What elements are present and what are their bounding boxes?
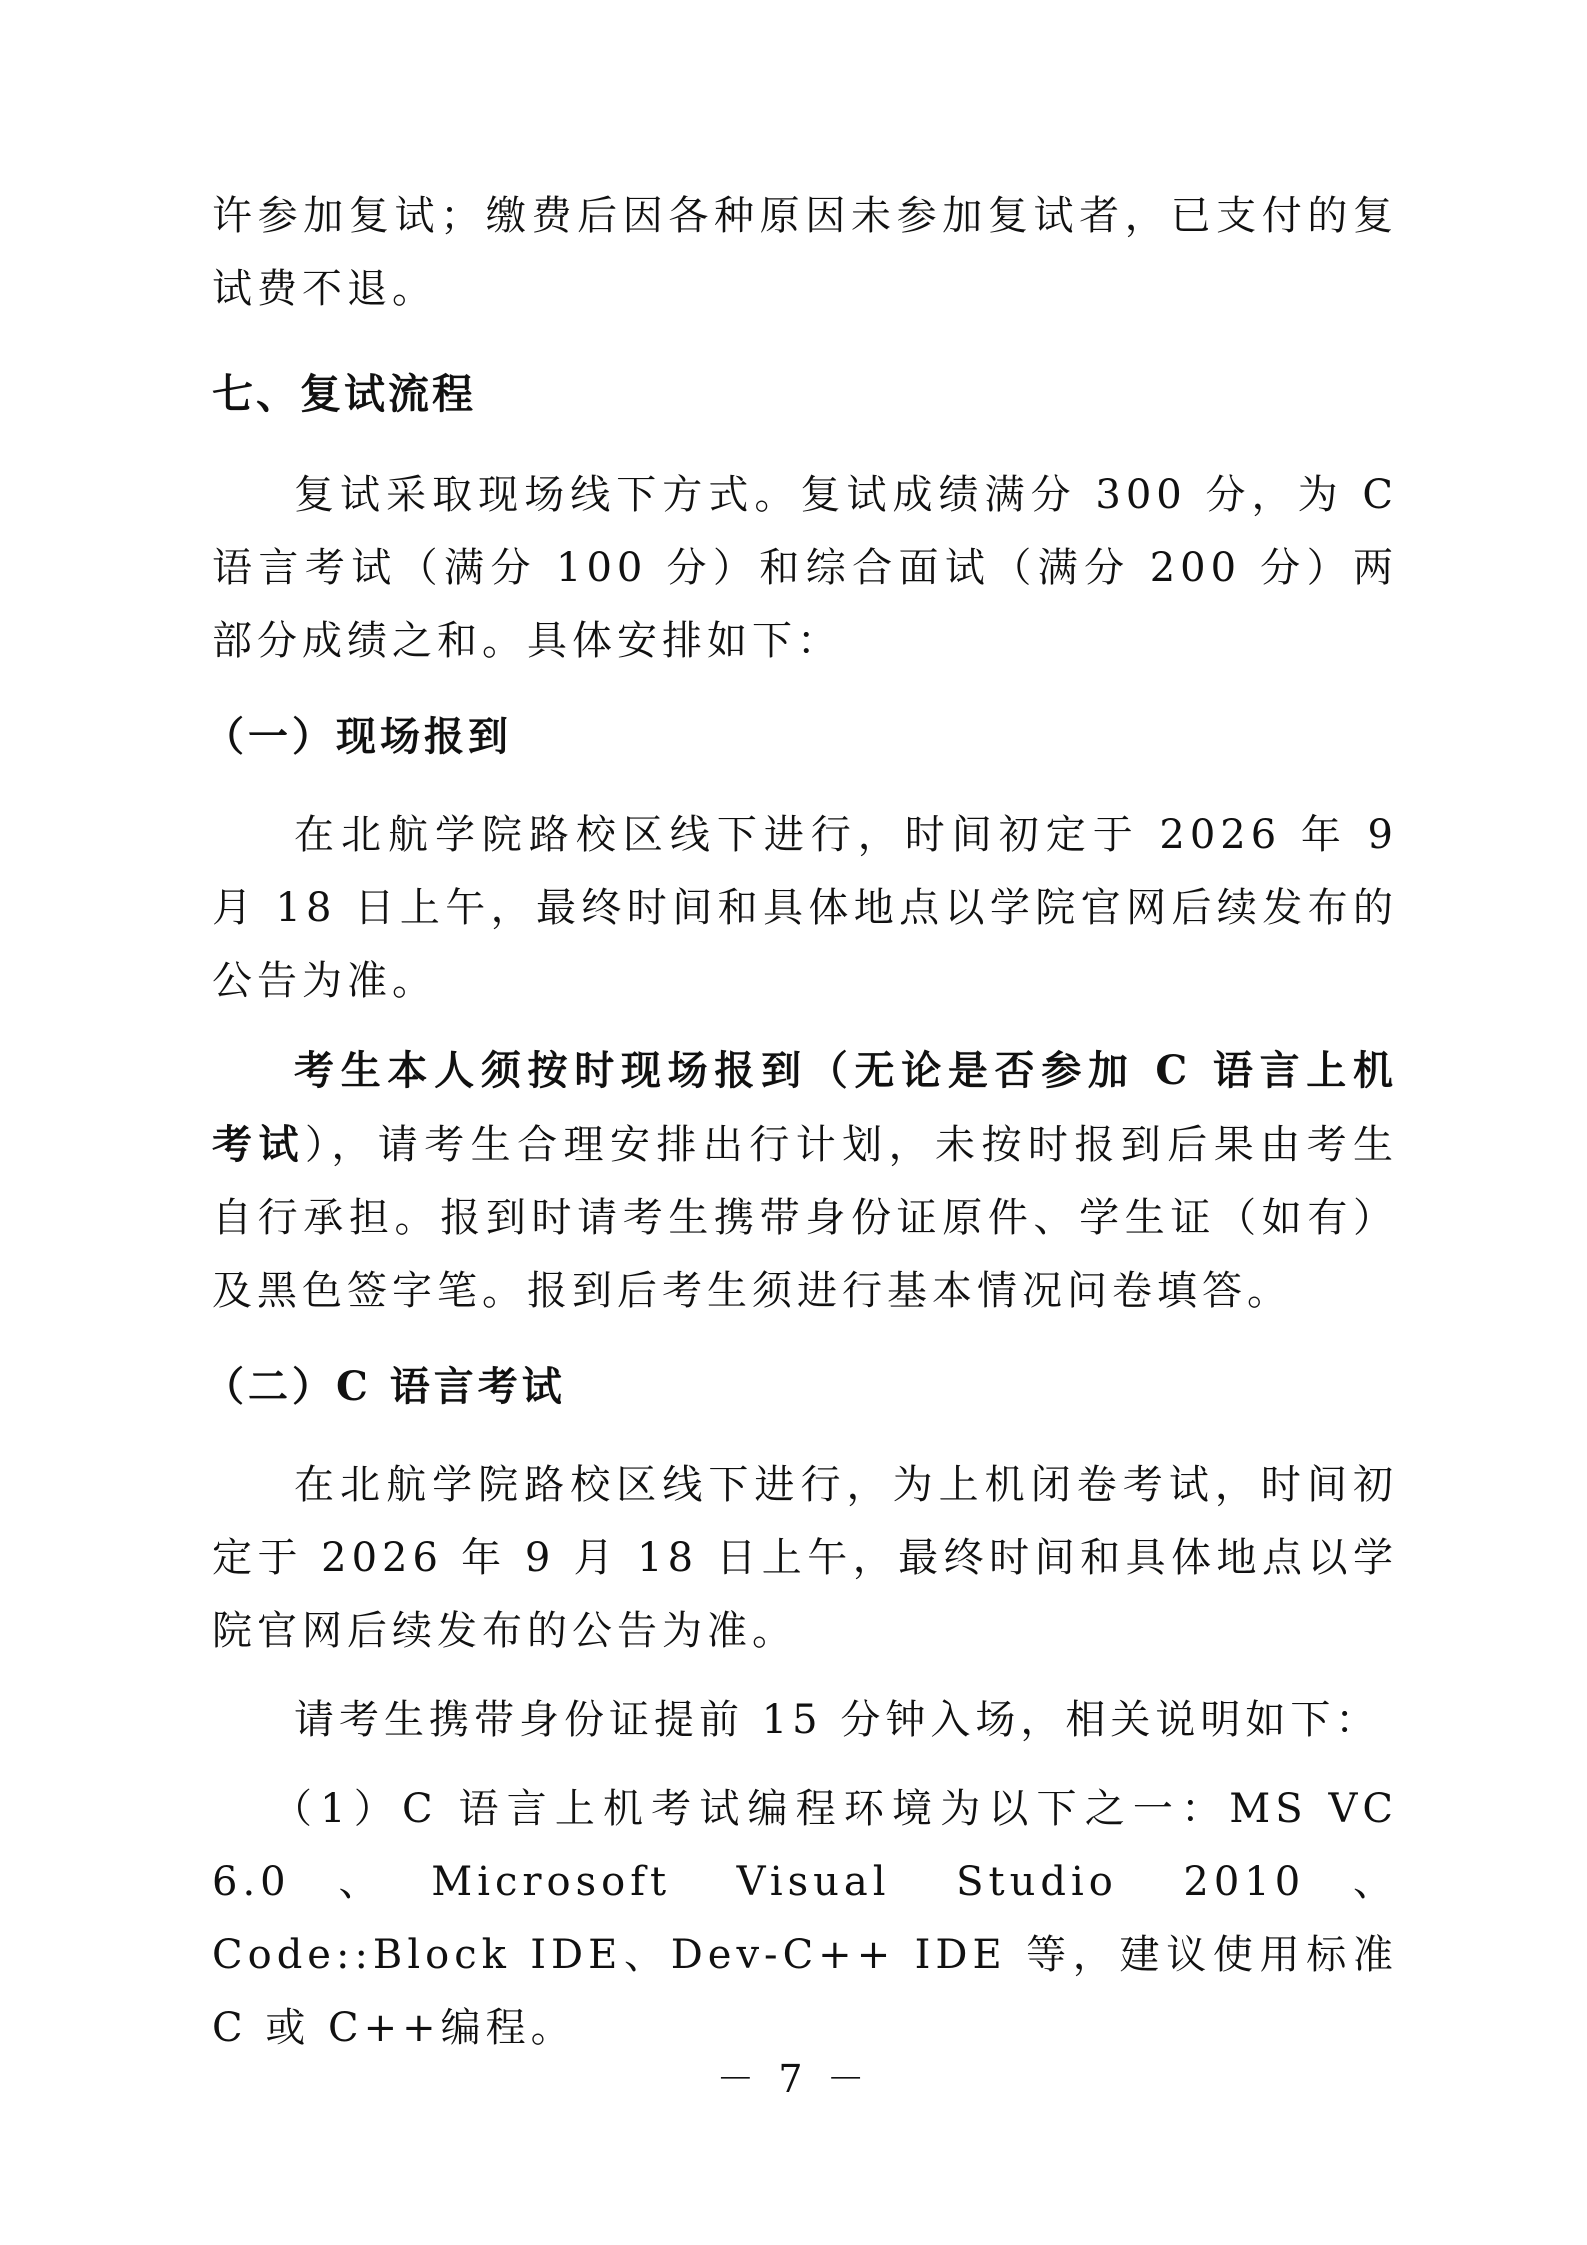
- checkin-requirement-details: ），请考生合理安排出行计划，未按时报到后果由考生自行承担。报到时请考生携带身份证原件、学生证（如有）及黑色签字笔。报到后考生须进行基本情况问卷填答。: [212, 1122, 1399, 1314]
- section-heading-retest-process: 七、复试流程: [212, 370, 476, 418]
- checkin-requirement-emphasis: 考生本人须按时现场报到（无论是否参加 C 语言上机考试: [212, 1047, 1398, 1168]
- paragraph-exam-time: 在北航学院路校区线下进行，为上机闭卷考试，时间初定于 2026 年 9 月 18 日上午，最终时间和具体地点以学院官网后续发布的公告为准。: [212, 1462, 1398, 1654]
- page-number: － 7 －: [716, 2057, 871, 2101]
- paragraph-exam-entry: 请考生携带身份证提前 15 分钟入场，相关说明如下：: [294, 1697, 1381, 1743]
- subheading-c-language-exam: （二）C 语言考试: [204, 1363, 566, 1410]
- paragraph-checkin-time: 在北航学院路校区线下进行，时间初定于 2026 年 9 月 18 日上午，最终时间和具体地点以学院官网后续发布的公告为准。: [212, 812, 1398, 1004]
- paragraph-fee-policy: 许参加复试；缴费后因各种原因未参加复试者，已支付的复试费不退。: [212, 193, 1398, 312]
- page-content: [204, 180, 1399, 2081]
- paragraph-retest-overview: 复试采取现场线下方式。复试成绩满分 300 分，为 C 语言考试（满分 100 分）和综合面试（满分 200 分）两部分成绩之和。具体安排如下：: [212, 472, 1398, 664]
- paragraph-programming-environment: （1）C 语言上机考试编程环境为以下之一：MS VC 6.0、Microsoft Visual Studio 2010、Code::Block IDE、Dev-C++ IDE 等，建议使用标准 C 或 C++编程。: [212, 1786, 1398, 2051]
- paragraph-checkin-requirements: [212, 1034, 1398, 1328]
- subheading-onsite-checkin: （一）现场报到: [204, 713, 512, 760]
